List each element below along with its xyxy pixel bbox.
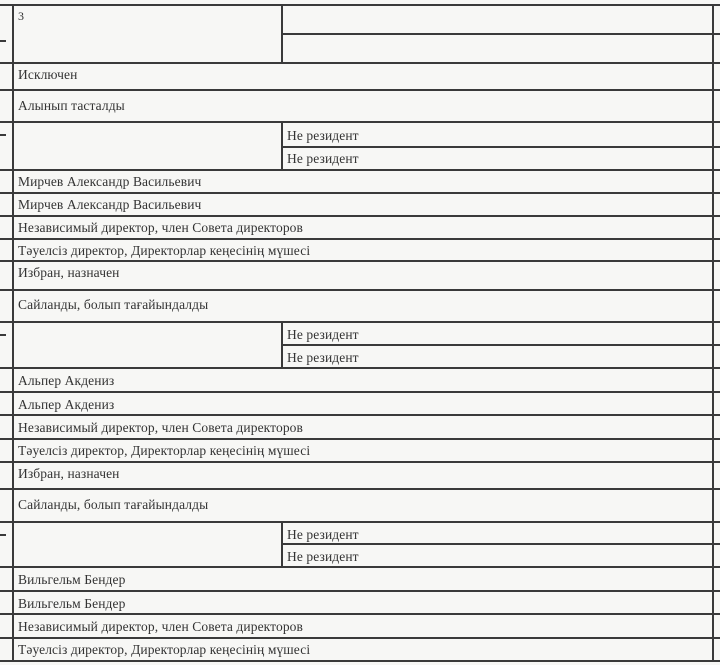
table-cell: Тәуелсіз директор, Директорлар кеңесінің мүшесі (18, 443, 311, 458)
row-divider (0, 215, 720, 217)
margin-mark (0, 40, 6, 42)
row-divider (0, 637, 720, 639)
row-divider (0, 260, 720, 262)
table-cell: Сайланды, болып тағайындалды (18, 497, 209, 512)
table-cell: Не резидент (287, 327, 359, 342)
row-divider (0, 192, 720, 194)
table-cell: Независимый директор, член Совета директоров (18, 220, 303, 235)
table-cell: Исключен (18, 67, 78, 82)
table-cell: Тәуелсіз директор, Директорлар кеңесінің мүшесі (18, 243, 311, 258)
table-cell: Избран, назначен (18, 265, 120, 280)
table-cell: Не резидент (287, 527, 359, 542)
table-cell: Не резидент (287, 350, 359, 365)
column-divider (281, 521, 283, 566)
row-divider (0, 521, 720, 523)
table-cell: Не резидент (287, 151, 359, 166)
row-divider (0, 121, 720, 123)
table-cell: Независимый директор, член Совета директоров (18, 420, 303, 435)
row-divider (0, 660, 720, 662)
column-divider (281, 121, 283, 169)
table-cell: Мирчев Александр Васильевич (18, 197, 202, 212)
column-divider (281, 4, 283, 62)
table-cell: Избран, назначен (18, 466, 120, 481)
table-cell: Не резидент (287, 549, 359, 564)
margin-mark (0, 534, 6, 536)
row-divider (0, 414, 720, 416)
table-cell: Сайланды, болып тағайындалды (18, 297, 209, 312)
margin-mark (0, 134, 6, 136)
table-cell: Тәуелсіз директор, Директорлар кеңесінің мүшесі (18, 642, 311, 657)
cell-divider (282, 146, 720, 148)
table-right-border (712, 4, 714, 662)
row-divider (0, 488, 720, 490)
row-divider (0, 566, 720, 568)
row-divider (0, 461, 720, 463)
margin-mark (0, 334, 6, 336)
table-left-border (12, 4, 14, 662)
row-divider (0, 438, 720, 440)
table-cell: Независимый директор, член Совета директоров (18, 619, 303, 634)
table-cell: Алынып тасталды (18, 98, 125, 113)
cell-divider (282, 344, 720, 346)
table-cell: Альпер Акдениз (18, 397, 115, 412)
row-divider (0, 590, 720, 592)
column-divider (281, 321, 283, 367)
row-divider (0, 391, 720, 393)
table-cell: Вильгельм Бендер (18, 572, 126, 587)
table-cell: Альпер Акдениз (18, 373, 115, 388)
row-divider (0, 613, 720, 615)
table-cell: Вильгельм Бендер (18, 596, 126, 611)
row-divider (0, 321, 720, 323)
row-divider (0, 89, 720, 91)
row-divider (0, 367, 720, 369)
row-divider (0, 238, 720, 240)
row-divider (0, 4, 720, 6)
row-number: 3 (18, 9, 25, 23)
row-divider (0, 62, 720, 64)
row-divider (0, 289, 720, 291)
table-cell: Мирчев Александр Васильевич (18, 174, 202, 189)
cell-divider (282, 543, 720, 545)
table-cell: Не резидент (287, 128, 359, 143)
cell-divider (282, 33, 720, 35)
row-divider (0, 169, 720, 171)
